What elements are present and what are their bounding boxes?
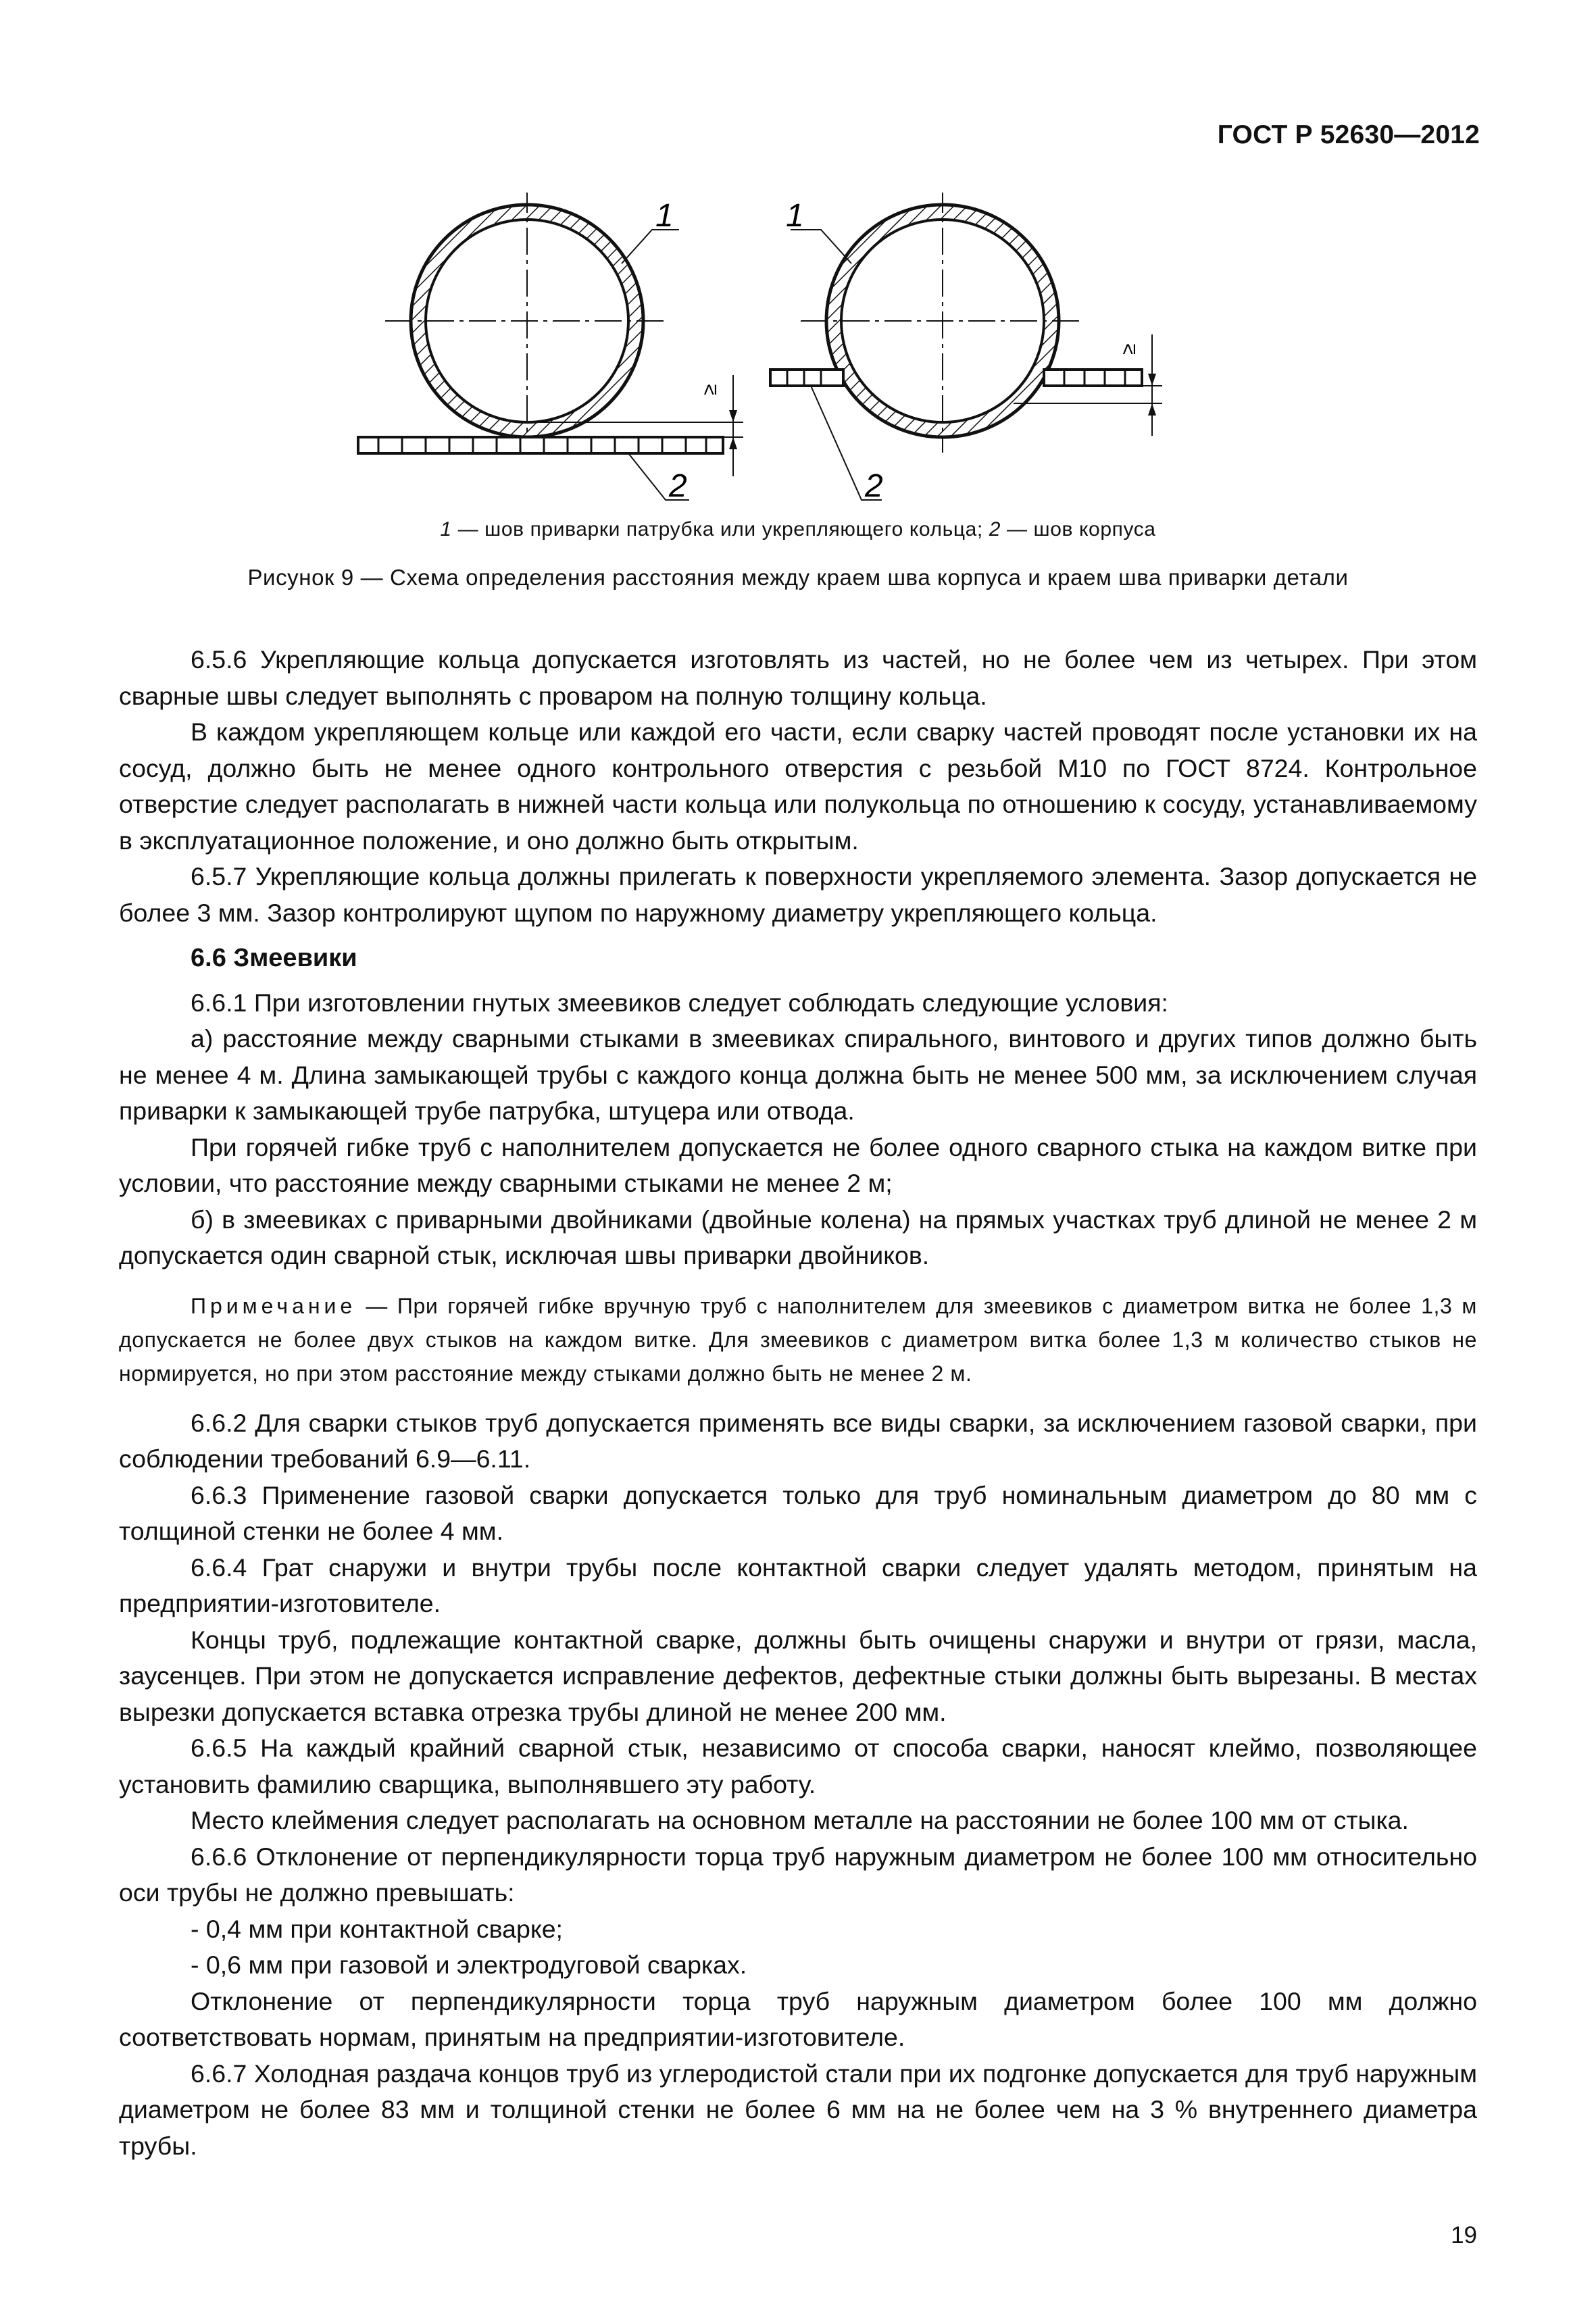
legend-text-2: — шов корпуса xyxy=(1001,518,1156,540)
page-number: 19 xyxy=(1451,2222,1477,2248)
paragraph-ring-holes: В каждом укрепляющем кольце или каждой его части, если сварку частей проводят после установки их на сосуд, должно быть не менее одного контрольного отверстия с резьбой М10 по ГОСТ 8724. Контрольное отверстие следует располагать в нижней части кольца или полукольца по отношению к сосуду, устанавливаемому в эксплуатационное положение, и оно должно быть открытым. xyxy=(119,718,1477,855)
body-text xyxy=(119,642,1477,2164)
right-dim-arrow-top xyxy=(1148,374,1156,386)
left-callout-1-leader xyxy=(622,230,679,263)
figure-legend xyxy=(0,518,1596,541)
doc-code-header: ГОСТ Р 52630—2012 xyxy=(1217,120,1480,149)
legend-num-1: 1 xyxy=(440,518,452,540)
paragraph-large-diameter: Отклонение от перпендикулярности торца труб наружным диаметром более 100 мм должно соответствовать нормам, принятым на предприятии-изготовителе. xyxy=(119,1986,1477,2051)
note-block xyxy=(119,1289,1477,1390)
paragraph-stamp-place: Место клеймения следует располагать на основном металле на расстоянии не более 100 мм от стыка. xyxy=(191,1806,1409,1834)
right-callout-1: 1 xyxy=(786,198,804,234)
paragraph-6-5-6: 6.5.6 Укрепляющие кольца допускается изготовлять из частей, но не более чем из четырех. При этом сварные швы следует выполнять с проваром на полную толщину кольца. xyxy=(119,645,1477,710)
right-pipe-assembly xyxy=(770,193,1162,504)
figure-caption: Рисунок 9 — Схема определения расстояния между краем шва корпуса и краем шва приварки детали xyxy=(247,565,1349,590)
note-label: Примечание xyxy=(191,1293,357,1318)
legend-text-1: — шов приварки патрубка или укрепляющего кольца; xyxy=(451,518,989,540)
paragraph-pipe-ends: Концы труб, подлежащие контактной сварке, должны быть очищены снаружи и внутри от грязи, масла, заусенцев. При этом не допускается исправление дефектов, дефектные стыки должны быть вырезаны. В местах вырезки допускается вставка отрезка трубы длиной не менее 200 мм. xyxy=(119,1625,1477,1726)
paragraph-6-6-2: 6.6.2 Для сварки стыков труб допускается применять все виды сварки, за исключением газовой сварки, при соблюдении требований 6.9—6.11. xyxy=(119,1408,1477,1473)
paragraph-6-6-6: 6.6.6 Отклонение от перпендикулярности торца труб наружным диаметром не более 100 мм относительно оси трубы не должно превышать: xyxy=(119,1842,1477,1907)
list-item-contact: - 0,4 мм при контактной сварке; xyxy=(191,1914,563,1943)
right-callout-2: 2 xyxy=(865,468,883,504)
paragraph-hot-bending: При горячей гибке труб с наполнителем допускается не более одного сварного стыка на каждом витке при условии, что расстояние между сварными стыками не менее 2 м; xyxy=(119,1132,1477,1197)
right-plate-right xyxy=(1044,370,1142,386)
note-text: — При горячей гибке вручную труб с наполнителем для змеевиков с диаметром витка не более 1,3 м допускается не более двух стыков на каждом витке. Для змеевиков с диаметром витка более 1,3 м количество стыков не нормируется, но при этом расстояние между стыками должно быть не менее 2 м. xyxy=(119,1293,1477,1386)
left-pipe-assembly xyxy=(358,193,743,504)
left-dim-arrow-bottom xyxy=(729,437,737,449)
right-plate-left xyxy=(770,370,843,386)
paragraph-6-6-1-b: б) в змеевиках с приварными двойниками (двойные колена) на прямых участках труб длиной не менее 2 м допускается один сварной стык, исключая швы приварки двойников. xyxy=(119,1205,1477,1269)
paragraph-6-6-5: 6.6.5 На каждый крайний сварной стык, независимо от способа сварки, наносят клеймо, позволяющее установить фамилию сварщика, выполнявшего эту работу. xyxy=(119,1734,1477,1799)
left-dim-label: ≥ xyxy=(699,384,721,395)
paragraph-6-6-1: 6.6.1 При изготовлении гнутых змеевиков следует соблюдать следующие условия: xyxy=(191,988,1168,1017)
legend-num-2: 2 xyxy=(989,518,1001,540)
paragraph-6-6-1-a: а) расстояние между сварными стыками в змеевиках спирального, винтового и других типов должно быть не менее 4 м. Длина замыкающей трубы с каждого конца должна быть не менее 500 мм, за исключением случая приварки к замыкающей трубе патрубка, штуцера или отвода. xyxy=(119,1024,1477,1125)
right-dim-label: ≥ xyxy=(1118,343,1140,355)
left-shell-plate xyxy=(358,437,723,453)
left-callout-2: 2 xyxy=(669,468,687,504)
list-item-gas-arc: - 0,6 мм при газовой и электродуговой сварках. xyxy=(191,1951,747,1979)
left-dim-arrow-top xyxy=(729,410,737,422)
paragraph-6-6-3: 6.6.3 Применение газовой сварки допускается только для труб номинальным диаметром до 80 мм с толщиной стенки не более 4 мм. xyxy=(119,1480,1477,1545)
paragraph-6-6-7: 6.6.7 Холодная раздача концов труб из углеродистой стали при их подгонке допускается для труб наружным диаметром не более 83 мм и толщиной стенки не более 6 мм на не более чем на 3 % внутреннего диаметра трубы. xyxy=(119,2059,1477,2160)
section-heading-6-6: 6.6 Змеевики xyxy=(191,944,357,972)
left-callout-1: 1 xyxy=(655,198,674,234)
right-callout-1-leader xyxy=(791,230,851,263)
paragraph-6-6-4: 6.6.4 Грат снаружи и внутри трубы после контактной сварки следует удалять методом, принятым на предприятии-изготовителе. xyxy=(119,1553,1477,1617)
paragraph-6-5-7: 6.5.7 Укрепляющие кольца должны прилегать к поверхности укрепляемого элемента. Зазор допускается не более 3 мм. Зазор контролируют щупом по наружному диаметру укрепляющего кольца. xyxy=(119,862,1477,927)
right-dim-arrow-bottom xyxy=(1148,403,1156,416)
figure-9-diagram xyxy=(338,193,1216,510)
